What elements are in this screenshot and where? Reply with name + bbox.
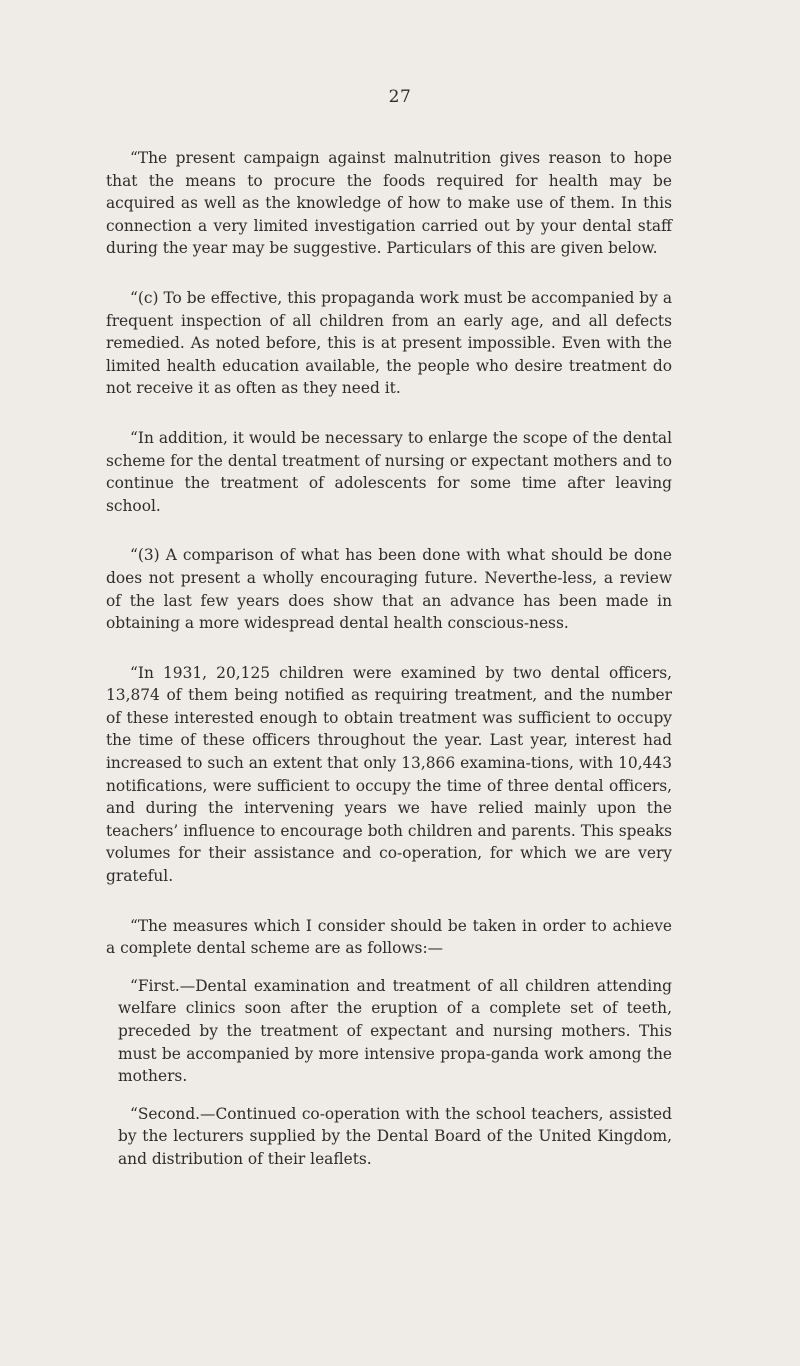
paragraph-statistics: “In 1931, 20,125 children were examined by two dental officers, 13,874 of them being notified as requiring treatment, and the number of these interested enough to obtain treatment was sufficient to occupy the time of these officers throughout the year. Last year, interest had increased to such an extent that only 13,866 examina-tions, with 10,443 notifications, were sufficient to occupy the time of three dental officers, and during the intervening years we have relied mainly upon the teachers’ influence to encourage both children and parents. This speaks volumes for their assistance and co-operation, for which we are very grateful.	[106, 663, 672, 886]
paragraph-malnutrition-campaign: “The present campaign against malnutrition gives reason to hope that the means to procure the foods required for health may be acquired as well as the knowledge of how to make use of them. In this connection a very limited investigation carried out by your dental staff during the year may be suggestive. Particulars of this are given below.	[106, 149, 672, 258]
paragraph-second-measure: “Second.—Continued co-operation with the school teachers, assisted by the lecturers supplied by the Dental Board of the United Kingdom, and distribution of their leaflets.	[118, 1104, 672, 1168]
paragraph-first-measure: “First.—Dental examination and treatment of all children attending welfare clinics soon after the eruption of a complete set of teeth, preceded by the treatment of expectant and nursing mothers. This must be accompanied by more intensive propa-ganda work among the mothers.	[118, 976, 672, 1086]
paragraph-comparison: “(3) A comparison of what has been done with what should be done does not present a wholly encouraging future. Neverthe-less, a review of the last few years does show that an advance has been made in obtaining a more widespread dental health conscious-ness.	[106, 546, 672, 633]
paragraph-scope-enlargement: “In addition, it would be necessary to enlarge the scope of the dental scheme for the dental treatment of nursing or expectant mothers and to continue the treatment of adolescents for some time after leaving school.	[106, 428, 672, 515]
paragraph-measures-intro: “The measures which I consider should be taken in order to achieve a complete dental scheme are as follows:—	[106, 916, 672, 958]
page-number: 27	[388, 87, 412, 107]
body-text	[106, 147, 672, 1171]
paragraph-inspection: “(c) To be effective, this propaganda work must be accompanied by a frequent inspection of all children from an early age, and all defects remedied. As noted before, this is at present impossible. Even with the limited health education available, the people who desire treatment do not receive it as often as they need it.	[106, 288, 672, 398]
